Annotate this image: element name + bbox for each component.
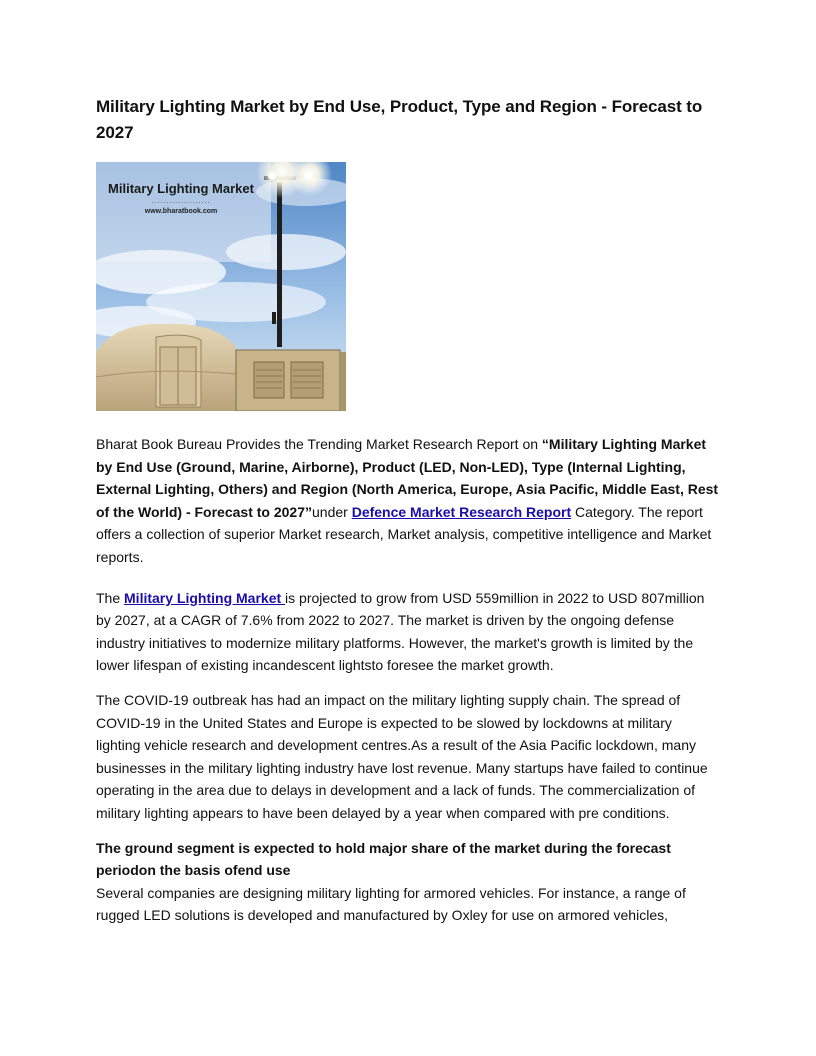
- market-the: The: [96, 589, 125, 606]
- market-rest: is projected to grow from USD 559million in 2022 to USD 807million by 2027, at a CAGR of 7.6% from 2022 to 2027. The market is driven by the ongoing defense industry initiatives to modernize military platforms. However, the market's growth is limited by the lower lifespan of existing incandescent lightsto foresee the market growth.: [96, 589, 705, 674]
- under-text: under: [312, 503, 352, 520]
- cover-dots: ....................: [151, 198, 211, 205]
- ground-segment-heading: The ground segment is expected to hold major share of the market during the forecast periodon the basis ofend use: [96, 839, 671, 879]
- report-title-bold: “Military Lighting Market by End Use (Ground, Marine, Airborne), Product (LED, Non-LED), Type (Internal Lighting, External Lighting, Others) and Region (North America, Europe, Asia Pacific, Middle East, Rest of the World) - Forecast to 2027”: [96, 436, 719, 520]
- cover-title: Military Lighting Market: [108, 181, 254, 196]
- intro-text: Bharat Book Bureau Provides the Trending Market Research Report on: [96, 436, 542, 452]
- covid-paragraph: The COVID-19 outbreak has had an impact on the military lighting supply chain. The spread of COVID-19 in the United States and Europe is expected to be slowed by lockdowns at military lighting vehicle research and development centres.As a result of the Asia Pacific lockdown, many businesses in the military lighting industry have lost revenue. Many startups have failed to continue operating in the area due to delays in development and a lack of funds. The commercialization of military lighting appears to have been delayed by a year when compared with pre conditions.: [96, 691, 708, 821]
- page-title: Military Lighting Market by End Use, Product, Type and Region - Forecast to 2027: [96, 97, 703, 142]
- defence-report-link[interactable]: Defence Market Research Report: [351, 503, 572, 520]
- ground-segment-paragraph: [96, 837, 720, 927]
- intro-paragraph: [96, 433, 720, 569]
- ground-segment-text: Several companies are designing military lighting for armored vehicles. For instance, a range of rugged LED solutions is developed and manufactured by Oxley for use on armored vehicles,: [96, 884, 686, 924]
- military-lighting-link[interactable]: Military Lighting Market: [124, 589, 286, 606]
- cover-url: www.bharatbook.com: [144, 208, 218, 215]
- document-page: [96, 94, 720, 927]
- intro-rest: Category. The report offers a collection of superior Market research, Market analysis, competitive intelligence and Market reports.: [96, 503, 712, 565]
- cover-label: [96, 180, 266, 218]
- market-paragraph: [96, 587, 720, 677]
- cover-image: [96, 162, 346, 411]
